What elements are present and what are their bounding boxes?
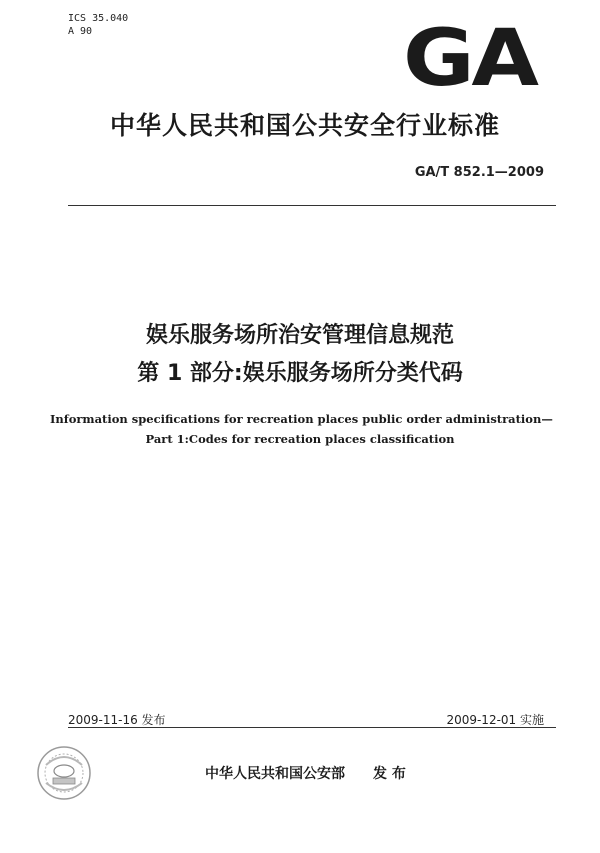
ga-logo: GA xyxy=(403,14,536,104)
publisher-name: 中华人民共和国公安部 xyxy=(205,766,345,782)
publisher-line xyxy=(205,763,406,783)
implementation-date: 2009-12-01 实施 xyxy=(446,713,544,727)
standard-title: 中华人民共和国公共安全行业标准 xyxy=(109,111,500,140)
library-stamp-icon xyxy=(36,745,92,801)
ccs-code: A 90 xyxy=(68,26,93,37)
issue-date: 2009-11-16 发布 xyxy=(68,713,166,727)
chinese-title-line-2: 第 1 部分:娱乐服务场所分类代码 xyxy=(137,361,463,386)
english-title-line-1: Information specifications for recreation places public order administration— xyxy=(50,412,553,426)
english-title-line-2: Part 1:Codes for recreation places classification xyxy=(145,432,455,446)
ics-code: ICS 35.040 xyxy=(68,13,129,24)
classification-codes xyxy=(68,12,128,38)
top-divider xyxy=(68,205,556,206)
publish-action: 发 布 xyxy=(373,766,406,782)
chinese-title-line-1: 娱乐服务场所治安管理信息规范 xyxy=(145,323,454,348)
standard-number: GA/T 852.1—2009 xyxy=(414,165,544,180)
bottom-divider xyxy=(68,727,556,728)
